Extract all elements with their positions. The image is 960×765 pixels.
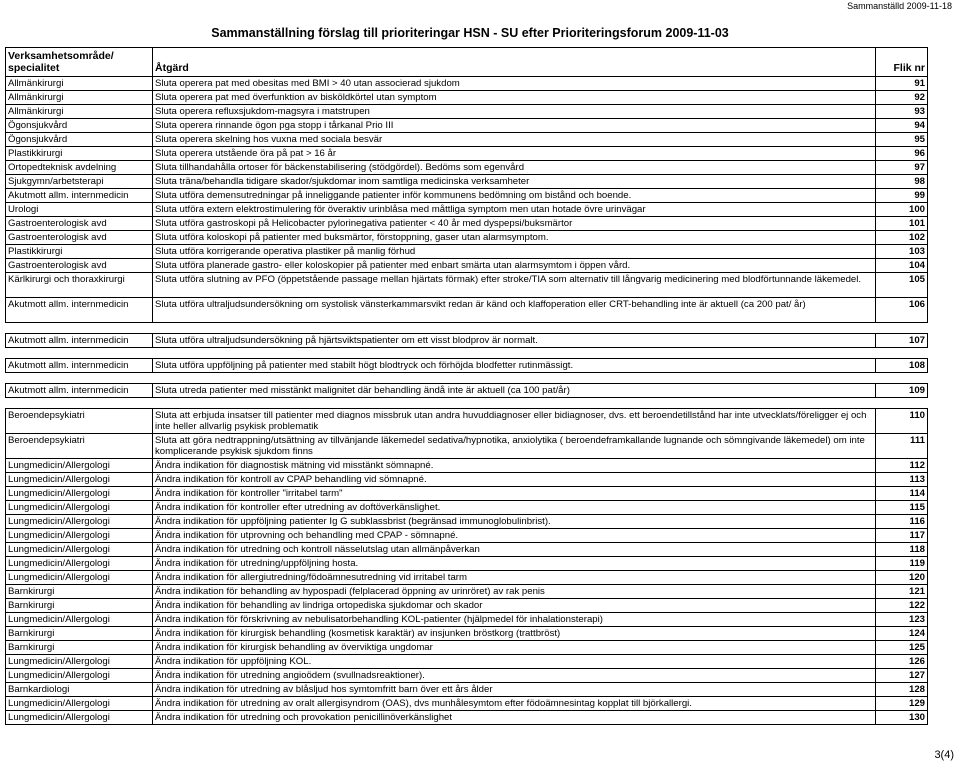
row-area: Lungmedicin/Allergologi (6, 459, 153, 473)
row-action: Ändra indikation för allergiutredning/födoämnesutredning vid irritabel tarm (153, 571, 876, 585)
row-area: Lungmedicin/Allergologi (6, 711, 153, 725)
row-area: Lungmedicin/Allergologi (6, 655, 153, 669)
row-action: Sluta utföra ultraljudsundersökning på hjärtsviktspatienter om ett visst blodprov är normalt. (153, 334, 876, 348)
table-row (6, 231, 928, 245)
table-row (6, 298, 928, 323)
row-area: Gastroenterologisk avd (6, 231, 153, 245)
row-flik-nr: 95 (876, 133, 928, 147)
spacer-row (6, 398, 928, 409)
table-row (6, 91, 928, 105)
table-row (6, 641, 928, 655)
row-action: Sluta operera pat med obesitas med BMI > 40 utan associerad sjukdom (153, 77, 876, 91)
row-flik-nr: 121 (876, 585, 928, 599)
row-flik-nr: 109 (876, 384, 928, 398)
row-flik-nr: 129 (876, 697, 928, 711)
row-area: Kärlkirurgi och thoraxkirurgi (6, 273, 153, 298)
table-row (6, 585, 928, 599)
row-area: Lungmedicin/Allergologi (6, 613, 153, 627)
table-row (6, 273, 928, 298)
row-flik-nr: 113 (876, 473, 928, 487)
row-area: Sjukgymn/arbetsterapi (6, 175, 153, 189)
row-action: Sluta operera pat med överfunktion av bisköldkörtel utan symptom (153, 91, 876, 105)
compiled-date: Sammanställd 2009-11-18 (847, 1, 952, 11)
row-flik-nr: 112 (876, 459, 928, 473)
row-area: Lungmedicin/Allergologi (6, 473, 153, 487)
row-flik-nr: 108 (876, 359, 928, 373)
row-action: Sluta operera rinnande ögon pga stopp i tårkanal Prio III (153, 119, 876, 133)
row-action: Sluta utföra slutning av PFO (öppetstående passage mellan hjärtats förmak) efter stroke/TIA som alternativ till långvarig medicinering med blodförtunnande läkemedel. (153, 273, 876, 298)
table-row (6, 543, 928, 557)
row-action: Ändra indikation för kirurgisk behandling (kosmetisk karaktär) av insjunken bröstkorg (trattbröst) (153, 627, 876, 641)
row-flik-nr: 114 (876, 487, 928, 501)
row-area: Allmänkirurgi (6, 77, 153, 91)
row-flik-nr: 96 (876, 147, 928, 161)
row-action: Sluta utföra planerade gastro- eller koloskopier på patienter med enbart smärta utan alarmsymtom i öppen vård. (153, 259, 876, 273)
spacer-row (6, 348, 928, 359)
table-row (6, 515, 928, 529)
table-row (6, 711, 928, 725)
row-action: Sluta att erbjuda insatser till patienter med diagnos missbruk utan andra huvuddiagnoser eller bidiagnoser, dvs. ett beroendetillstånd har inte utvecklats/föreligger ej och inte heller allvarlig psykisk problematik (153, 409, 876, 434)
row-area: Barnkirurgi (6, 641, 153, 655)
table-row (6, 77, 928, 91)
table-row (6, 697, 928, 711)
table-row (6, 105, 928, 119)
row-action: Sluta utföra uppföljning på patienter med stabilt högt blodtryck och förhöjda blodfetter rutinmässigt. (153, 359, 876, 373)
row-flik-nr: 120 (876, 571, 928, 585)
row-flik-nr: 100 (876, 203, 928, 217)
row-action: Ändra indikation för uppföljning KOL. (153, 655, 876, 669)
row-area: Plastikkirurgi (6, 245, 153, 259)
row-area: Lungmedicin/Allergologi (6, 571, 153, 585)
row-area: Lungmedicin/Allergologi (6, 515, 153, 529)
header-area-line2: specialitet (8, 62, 60, 74)
table-row (6, 501, 928, 515)
table-row (6, 571, 928, 585)
table-row (6, 119, 928, 133)
row-flik-nr: 102 (876, 231, 928, 245)
row-area: Barnkardiologi (6, 683, 153, 697)
row-area: Barnkirurgi (6, 599, 153, 613)
row-action: Ändra indikation för utprovning och behandling med CPAP - sömnapné. (153, 529, 876, 543)
row-flik-nr: 92 (876, 91, 928, 105)
row-action: Sluta att göra nedtrappning/utsättning av tillvänjande läkemedel sedativa/hypnotika, anxiolytika ( beroendeframkallande lugnande och sömngivande läkemedel) om inte komplicerande psykisk sjukdom finns (153, 434, 876, 459)
table-row (6, 655, 928, 669)
row-action: Sluta operera skelning hos vuxna med sociala besvär (153, 133, 876, 147)
row-flik-nr: 106 (876, 298, 928, 323)
row-flik-nr: 128 (876, 683, 928, 697)
row-area: Allmänkirurgi (6, 91, 153, 105)
row-action: Ändra indikation för kontroll av CPAP behandling vid sömnapné. (153, 473, 876, 487)
row-area: Lungmedicin/Allergologi (6, 697, 153, 711)
row-flik-nr: 118 (876, 543, 928, 557)
row-area: Lungmedicin/Allergologi (6, 487, 153, 501)
row-flik-nr: 110 (876, 409, 928, 434)
row-action: Sluta tillhandahålla ortoser för bäckenstabilisering (stödgördel). Bedöms som egenvård (153, 161, 876, 175)
row-action: Ändra indikation för behandling av lindriga ortopediska sjukdomar och skador (153, 599, 876, 613)
table-row (6, 627, 928, 641)
row-area: Plastikkirurgi (6, 147, 153, 161)
row-action: Ändra indikation för kontroller efter utredning av doftöverkänslighet. (153, 501, 876, 515)
row-flik-nr: 116 (876, 515, 928, 529)
row-action: Ändra indikation för utredning angioödem (svullnadsreaktioner). (153, 669, 876, 683)
table-row (6, 334, 928, 348)
spacer-row (6, 373, 928, 384)
row-action: Ändra indikation för utredning av blåsljud hos symtomfritt barn över ett års ålder (153, 683, 876, 697)
header-action: Åtgärd (153, 48, 876, 77)
row-action: Sluta utreda patienter med misstänkt malignitet där behandling ändå inte är aktuell (ca 100 pat/år) (153, 384, 876, 398)
table-row (6, 217, 928, 231)
table-row (6, 599, 928, 613)
row-flik-nr: 98 (876, 175, 928, 189)
table-row (6, 161, 928, 175)
row-action: Ändra indikation för utredning och provokation penicillinöverkänslighet (153, 711, 876, 725)
page-number: 3(4) (934, 749, 954, 761)
row-action: Sluta utföra gastroskopi på Helicobacter pylorinegativa patienter < 40 år med dyspepsi/buksmärtor (153, 217, 876, 231)
row-flik-nr: 127 (876, 669, 928, 683)
row-action: Ändra indikation för utredning och kontroll nässelutslag utan allmänpåverkan (153, 543, 876, 557)
table-row (6, 384, 928, 398)
row-area: Lungmedicin/Allergologi (6, 501, 153, 515)
table-row (6, 529, 928, 543)
table-body (6, 77, 928, 725)
row-flik-nr: 94 (876, 119, 928, 133)
header-area-line1: Verksamhetsområde/ (8, 50, 114, 62)
row-action: Ändra indikation för diagnostisk mätning vid misstänkt sömnapné. (153, 459, 876, 473)
document-title: Sammanställning förslag till prioriteringar HSN - SU efter Prioriteringsforum 2009-11-03 (211, 26, 729, 40)
row-action: Ändra indikation för kirurgisk behandling av överviktiga ungdomar (153, 641, 876, 655)
table-row (6, 613, 928, 627)
row-action: Sluta utföra extern elektrostimulering för överaktiv urinblåsa med måttliga symptom men utan hotade övre urinvägar (153, 203, 876, 217)
row-flik-nr: 107 (876, 334, 928, 348)
table-row (6, 133, 928, 147)
table-row (6, 245, 928, 259)
row-flik-nr: 119 (876, 557, 928, 571)
table-row (6, 459, 928, 473)
table-row (6, 147, 928, 161)
row-area: Akutmott allm. internmedicin (6, 384, 153, 398)
table-row (6, 487, 928, 501)
row-area: Allmänkirurgi (6, 105, 153, 119)
row-area: Gastroenterologisk avd (6, 217, 153, 231)
row-flik-nr: 126 (876, 655, 928, 669)
row-action: Sluta utföra ultraljudsundersökning om systolisk vänsterkammarsvikt redan är känd och klaffoperation eller CRT-behandling inte är aktuell (ca 200 pat/ år) (153, 298, 876, 323)
row-flik-nr: 97 (876, 161, 928, 175)
row-action: Sluta operera refluxsjukdom-magsyra i matstrupen (153, 105, 876, 119)
row-action: Ändra indikation för uppföljning patienter Ig G subklassbrist (begränsad immunoglobulinbrist). (153, 515, 876, 529)
row-action: Sluta operera utstående öra på pat > 16 år (153, 147, 876, 161)
row-flik-nr: 103 (876, 245, 928, 259)
row-area: Gastroenterologisk avd (6, 259, 153, 273)
row-area: Lungmedicin/Allergologi (6, 669, 153, 683)
row-area: Ortopedteknisk avdelning (6, 161, 153, 175)
row-area: Lungmedicin/Allergologi (6, 557, 153, 571)
row-area: Urologi (6, 203, 153, 217)
row-area: Akutmott allm. internmedicin (6, 298, 153, 323)
row-area: Akutmott allm. internmedicin (6, 189, 153, 203)
row-action: Sluta träna/behandla tidigare skador/sjukdomar inom samtliga medicinska verksamheter (153, 175, 876, 189)
table-row (6, 359, 928, 373)
row-flik-nr: 130 (876, 711, 928, 725)
header-row (6, 48, 928, 77)
table-row (6, 683, 928, 697)
row-flik-nr: 123 (876, 613, 928, 627)
row-flik-nr: 101 (876, 217, 928, 231)
table-row (6, 203, 928, 217)
table-row (6, 189, 928, 203)
table-row (6, 259, 928, 273)
table-row (6, 557, 928, 571)
row-action: Ändra indikation för utredning av oralt allergisyndrom (OAS), dvs munhålesymtom efter födoämnesintag kopplat till björkallergi. (153, 697, 876, 711)
table-row (6, 409, 928, 434)
table-row (6, 434, 928, 459)
row-flik-nr: 115 (876, 501, 928, 515)
row-flik-nr: 93 (876, 105, 928, 119)
row-area: Barnkirurgi (6, 585, 153, 599)
row-flik-nr: 111 (876, 434, 928, 459)
row-flik-nr: 91 (876, 77, 928, 91)
row-action: Sluta utföra demensutredningar på inneliggande patienter inför kommunens bedömning om bistånd och boende. (153, 189, 876, 203)
priority-table (5, 47, 928, 725)
row-area: Akutmott allm. internmedicin (6, 359, 153, 373)
row-action: Sluta utföra koloskopi på patienter med buksmärtor, förstoppning, gaser utan alarmsymptom. (153, 231, 876, 245)
row-flik-nr: 124 (876, 627, 928, 641)
row-area: Lungmedicin/Allergologi (6, 529, 153, 543)
row-flik-nr: 125 (876, 641, 928, 655)
row-area: Beroendepsykiatri (6, 409, 153, 434)
row-action: Ändra indikation för kontroller "irritabel tarm" (153, 487, 876, 501)
table-row (6, 669, 928, 683)
row-flik-nr: 117 (876, 529, 928, 543)
row-flik-nr: 105 (876, 273, 928, 298)
row-area: Beroendepsykiatri (6, 434, 153, 459)
row-action: Ändra indikation för förskrivning av nebulisatorbehandling KOL-patienter (hjälpmedel för inhalationsterapi) (153, 613, 876, 627)
row-area: Barnkirurgi (6, 627, 153, 641)
row-action: Ändra indikation för behandling av hypospadi (felplacerad öppning av urinröret) av rak penis (153, 585, 876, 599)
table-row (6, 473, 928, 487)
row-action: Sluta utföra korrigerande operativa plastiker på manlig förhud (153, 245, 876, 259)
header-flik: Flik nr (876, 48, 928, 77)
spacer-row (6, 323, 928, 334)
row-area: Ögonsjukvård (6, 133, 153, 147)
row-area: Ögonsjukvård (6, 119, 153, 133)
row-flik-nr: 104 (876, 259, 928, 273)
row-area: Lungmedicin/Allergologi (6, 543, 153, 557)
row-area: Akutmott allm. internmedicin (6, 334, 153, 348)
header-area (6, 48, 153, 77)
row-flik-nr: 99 (876, 189, 928, 203)
row-flik-nr: 122 (876, 599, 928, 613)
row-action: Ändra indikation för utredning/uppföljning hosta. (153, 557, 876, 571)
table-row (6, 175, 928, 189)
